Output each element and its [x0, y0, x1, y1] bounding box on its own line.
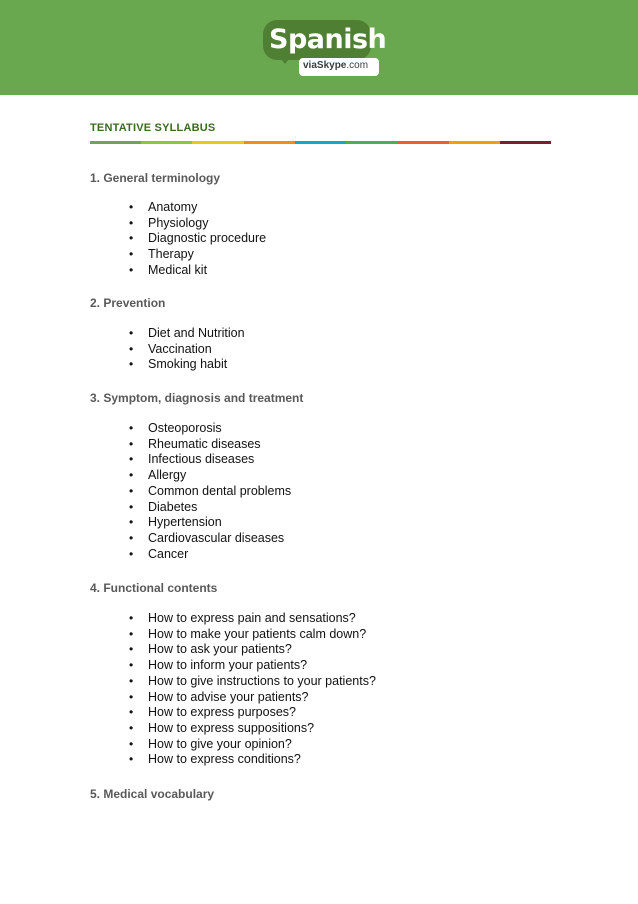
list-item: • Smoking habit: [148, 357, 245, 373]
page-header: [0, 0, 638, 95]
list-item: • Hypertension: [148, 515, 291, 531]
list-item: • Infectious diseases: [148, 452, 291, 468]
list-item: • Osteoporosis: [148, 421, 291, 437]
divider-segment: [90, 141, 142, 144]
list-general-terminology: [148, 200, 266, 279]
list-item: • How to express suppositions?: [148, 721, 376, 737]
divider-segment: [141, 141, 193, 144]
list-item: • Common dental problems: [148, 484, 291, 500]
list-item: • How to ask your patients?: [148, 642, 376, 658]
list-item: • Cardiovascular diseases: [148, 531, 291, 547]
list-item: • How to give instructions to your patients?: [148, 674, 376, 690]
list-item: • Physiology: [148, 216, 266, 232]
list-item: • Diagnostic procedure: [148, 231, 266, 247]
list-item: • How to advise your patients?: [148, 690, 376, 706]
list-item: • Therapy: [148, 247, 266, 263]
divider-segment: [244, 141, 296, 144]
divider-segment: [500, 141, 552, 144]
page-title: TENTATIVE SYLLABUS: [90, 122, 216, 134]
list-item: • Anatomy: [148, 200, 266, 216]
list-symptom-diagnosis: [148, 421, 291, 562]
list-item: • Vaccination: [148, 342, 245, 358]
list-item: • Diabetes: [148, 500, 291, 516]
list-item: • How to give your opinion?: [148, 737, 376, 753]
spanish-via-skype-logo: [263, 20, 387, 76]
list-item: • How to inform your patients?: [148, 658, 376, 674]
colored-divider: [90, 141, 551, 144]
list-item: • How to express purposes?: [148, 705, 376, 721]
divider-segment: [192, 141, 244, 144]
divider-segment: [295, 141, 347, 144]
list-item: • Diet and Nutrition: [148, 326, 245, 342]
list-item: • Allergy: [148, 468, 291, 484]
list-item: • Medical kit: [148, 263, 266, 279]
list-item: • Cancer: [148, 547, 291, 563]
list-prevention: [148, 326, 245, 373]
logo-subtitle: viaSkype.com: [299, 58, 379, 76]
list-item: • How to make your patients calm down?: [148, 627, 376, 643]
list-item: • How to express conditions?: [148, 752, 376, 768]
section-heading-general-terminology: 1. General terminology: [90, 171, 221, 185]
list-item: • How to express pain and sensations?: [148, 611, 376, 627]
section-heading-prevention: 2. Prevention: [90, 296, 166, 310]
section-heading-medical-vocabulary: 5. Medical vocabulary: [90, 787, 215, 801]
logo-wordmark: Spanish: [269, 24, 387, 55]
section-heading-symptom-diagnosis: 3. Symptom, diagnosis and treatment: [90, 391, 304, 405]
list-functional-contents: [148, 611, 376, 768]
divider-segment: [449, 141, 501, 144]
section-heading-functional-contents: 4. Functional contents: [90, 581, 218, 595]
list-item: • Rheumatic diseases: [148, 437, 291, 453]
divider-segment: [397, 141, 449, 144]
divider-segment: [346, 141, 398, 144]
